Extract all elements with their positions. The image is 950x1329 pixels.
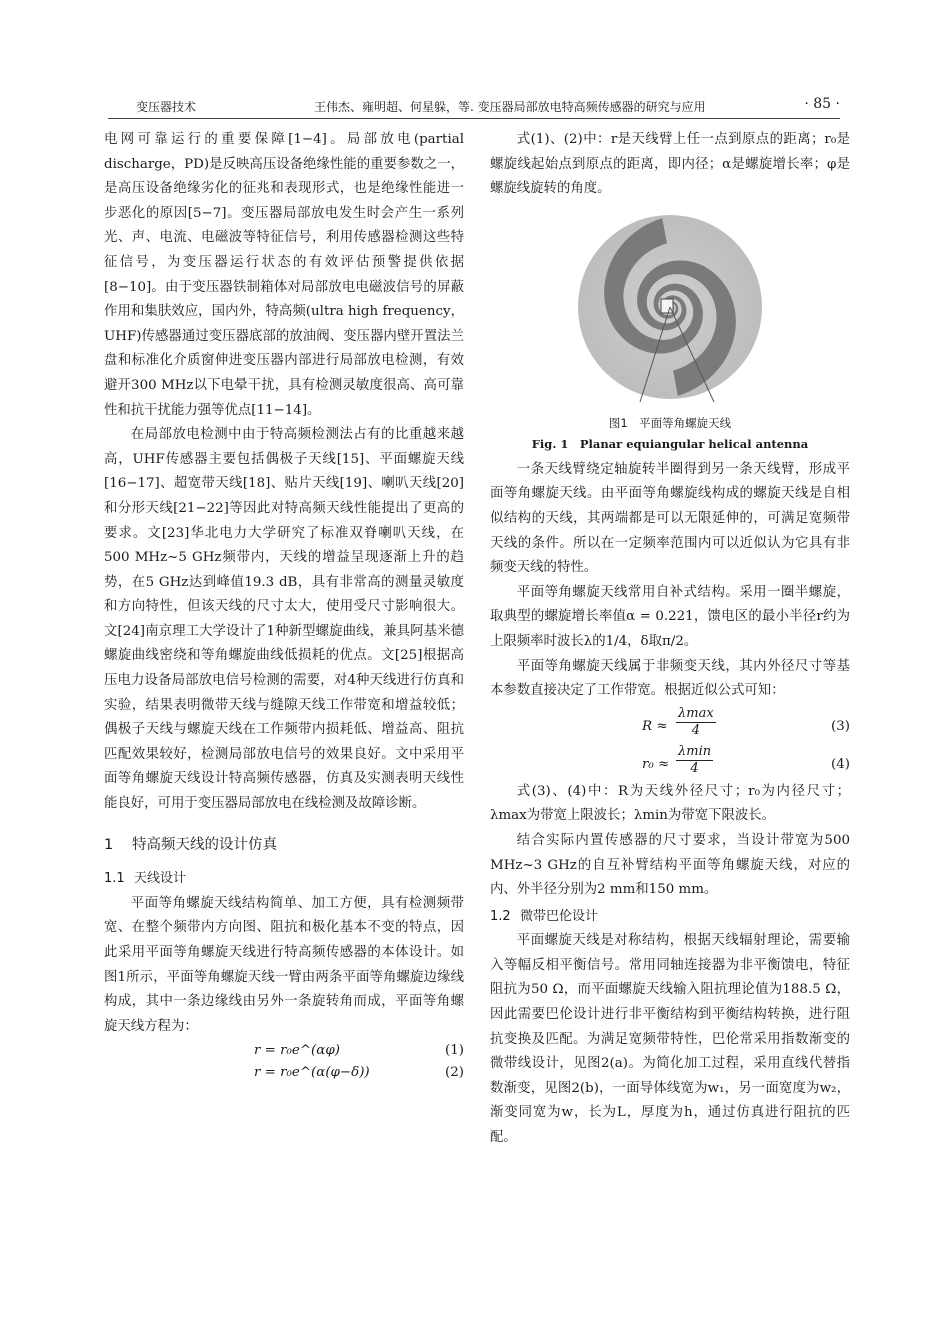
journal-name: 变压器技术 (136, 100, 197, 114)
equation-body: r = r₀e^(α(φ−δ)) (254, 1065, 370, 1081)
subsection-heading (490, 905, 850, 930)
equation-number: (1) (445, 1043, 464, 1059)
denominator: 4 (690, 760, 699, 776)
paragraph: 电网可靠运行的重要保障[1−4]。局部放电(partial discharge，PD)是反映高压设备绝缘性能的重要参数之一，是高压设备绝缘劣化的征兆和表现形式，也是绝缘性能进一步恶化的原因[5−7]。变压器局部放电发生时会产生一系列光、声、电流、电磁波等特征信号，利用传感器检测这些特征信号，为变压器运行状态的有效评估预警提供依据[8−10]。由于变压器铁制箱体对局部放电电磁波信号的屏蔽作用和集肤效应，国内外，特高频(ultra high frequency，UHF)传感器通过变压器底部的放油阀、变压器内壁开置法兰盘和标准化介质窗伸进变压器内部进行局部放电检测，有效避开300 MHz以下电晕干扰，具有检测灵敏度很高、高可靠性和抗干扰能力强等优点[11−14]。 (104, 132, 464, 418)
equation-number: (3) (831, 718, 850, 734)
running-header (108, 96, 840, 119)
subsection-number: 1.1 (104, 871, 125, 887)
subsection-number: 1.2 (490, 908, 511, 924)
section-heading (104, 833, 464, 858)
equation-3 (490, 704, 850, 742)
numerator: λmin (678, 743, 712, 759)
fraction (676, 706, 716, 739)
denominator: 4 (691, 722, 700, 738)
figure-caption-en: Fig. 1 Planar equiangular helical antenna (531, 436, 809, 451)
figure-caption-cn: 图1 平面等角螺旋天线 (608, 415, 732, 430)
fraction (676, 744, 713, 777)
spiral-antenna-image (490, 206, 850, 410)
numerator: λmax (678, 705, 714, 721)
paragraph: 平面等角螺旋天线常用自补式结构。采用一圈半螺旋，取典型的螺旋增长率值α = 0.221，馈电区的最小半径r约为上限频率时波长λ的1/4，δ取π/2。 (490, 584, 850, 649)
equation-body: r = r₀e^(αφ) (254, 1043, 340, 1059)
equation-lhs: r₀ ≈ (642, 756, 670, 772)
equation-lhs: R ≈ (642, 718, 668, 734)
paragraph: 平面螺旋天线是对称结构，根据天线辐射理论，需要输入等幅反相平衡信号。常用同轴连接器为非平衡馈电，特征阻抗为50 Ω，而平面螺旋天线输入阻抗理论值为188.5 Ω，因此需要巴伦设计进行非平衡结构到平衡结构转换，进行阻抗变换及匹配。为满足宽频带特性，巴伦常采用指数渐变的微带线设计，见图2(a)。为简化加工过程，采用直线代替指数渐变，见图2(b)，一面导体线宽为w₁，另一面宽度为w₂，渐变同宽为w，长为L，厚度为h，通过仿真进行阻抗的匹配。 (490, 933, 850, 1146)
equation-2 (104, 1061, 464, 1083)
equation-1 (104, 1039, 464, 1061)
paragraph: 平面等角螺旋天线结构简单、加工方便，具有检测频带宽、在整个频带内方向图、阻抗和极化基本不变的特点，因此采用平面等角螺旋天线进行特高频传感器的本体设计。如图1所示，平面等角螺旋天线一臂由两条平面等角螺旋边缘线构成，其中一条边缘线由另外一条旋转角而成，平面等角螺旋天线方程为： (104, 895, 464, 1034)
paragraph: 式(1)、(2)中：r是天线臂上任一点到原点的距离；r₀是螺旋线起始点到原点的距离，即内径；α是螺旋增长率；φ是螺旋线旋转的角度。 (490, 132, 850, 197)
paragraph: 在局部放电检测中由于特高频检测法占有的比重越来越高，UHF传感器主要包括偶极子天线[15]、平面螺旋天线[16−17]、超宽带天线[18]、贴片天线[19]、喇叭天线[20]和分形天线[21−22]等因此对特高频天线性能提出了更高的要求。文[23]华北电力大学研究了标准双脊喇叭天线，在500 MHz~5 GHz频带内，天线的增益呈现逐渐上升的趋势，在5 GHz达到峰值19.3 dB，具有非常高的测量灵敏度和方向特性，但该天线的尺寸太大，使用受尺寸影响很大。文[24]南京理工大学设计了1种新型螺旋曲线，兼具阿基米德螺旋曲线密绕和等角螺旋曲线低损耗的优点。文[25]根据高压电力设备局部放电信号检测的需要，对4种天线进行仿真和实验，结果表明微带天线与缝隙天线工作带宽和增益较低；偶极子天线与螺旋天线在工作频带内损耗低、增益高、阻抗匹配效果较好，检测局部放电信号的效果良好。文中采用平面等角螺旋天线设计特高频传感器，仿真及实测表明天线性能良好，可用于变压器局部放电在线检测及故障诊断。 (104, 427, 464, 812)
section-title: 特高频天线的设计仿真 (132, 836, 277, 853)
page-number: · 85 · (804, 96, 840, 112)
right-column (490, 128, 850, 1151)
article-citation: 王伟杰、雍明超、何星躲，等. 变压器局部放电特高频传感器的研究与应用 (314, 100, 706, 114)
paragraph: 结合实际内置传感器的尺寸要求，当设计带宽为500 MHz~3 GHz的自互补臂结构平面等角螺旋天线，对应的内、外半径分别为2 mm和150 mm。 (490, 832, 850, 898)
left-column (104, 128, 464, 1083)
equation-number: (2) (445, 1065, 464, 1081)
paragraph: 平面等角螺旋天线属于非频变天线，其内外径尺寸等基本参数直接决定了工作带宽。根据近似公式可知： (490, 658, 850, 699)
paragraph: 一条天线臂绕定轴旋转半圈得到另一条天线臂，形成平面等角螺旋天线。由平面等角螺旋线构成的螺旋天线是自相似结构的天线，其两端都是可以无限延伸的，可满足宽频带天线的条件。所以在一定频率范围内可以近似认为它具有非频变天线的特性。 (490, 461, 850, 576)
equation-number: (4) (831, 756, 850, 772)
paragraph: 式(3)、(4)中：R为天线外径尺寸；r₀为内径尺寸；λmax为带宽上限波长；λmin为带宽下限波长。 (490, 783, 850, 824)
subsection-title: 天线设计 (134, 871, 187, 887)
section-number: 1 (104, 836, 114, 853)
equation-4 (490, 742, 850, 780)
subsection-heading (104, 867, 464, 892)
figure-1 (490, 206, 850, 410)
subsection-title: 微带巴伦设计 (520, 908, 599, 924)
